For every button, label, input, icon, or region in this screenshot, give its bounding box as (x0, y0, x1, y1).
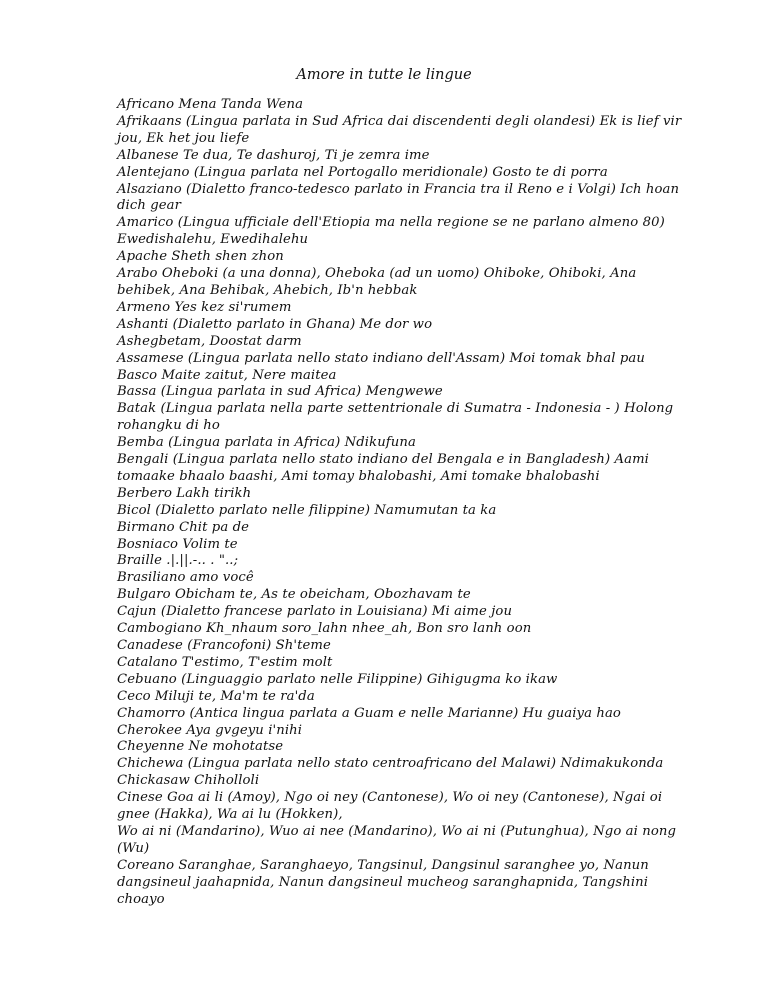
list-item: Cinese Goa ai li (Amoy), Ngo oi ney (Cantonese), Wo oi ney (Cantonese), Ngai oi gnee (Hakka), Wa ai lu (Hokken), (117, 790, 663, 823)
list-item: Cajun (Dialetto francese parlato in Louisiana) Mi aime jou (117, 604, 513, 620)
list-item: Ashegbetam, Doostat darm (117, 333, 302, 349)
list-item: Apache Sheth shen zhon (117, 249, 284, 265)
list-item: Basco Maite zaitut, Nere maitea (117, 367, 337, 383)
list-item: Albanese Te dua, Te dashuroj, Ti je zemra ime (117, 147, 430, 163)
list-item: Wo ai ni (Mandarino), Wuo ai nee (Mandarino), Wo ai ni (Putunghua), Ngo ai nong (Wu) (117, 823, 676, 856)
list-item: Bulgaro Obicham te, As te obeicham, Obozhavam te (117, 587, 471, 603)
list-item: Berbero Lakh tirikh (117, 485, 252, 501)
list-item: Catalano T'estimo, T'estim molt (117, 654, 333, 670)
list-item: Batak (Lingua parlata nella parte settentrionale di Sumatra - Indonesia - ) Holong rohangku di ho (117, 401, 674, 434)
list-item: Chickasaw Chiholloli (117, 773, 260, 789)
list-item: Cambogiano Kh_nhaum soro_lahn nhee_ah, Bon sro lanh oon (117, 621, 532, 637)
list-item: Cherokee Aya gvgeyu i'nihi (117, 722, 303, 738)
list-item: Bicol (Dialetto parlato nelle filippine) Namumutan ta ka (117, 502, 497, 518)
list-item: Birmano Chit pa de (117, 519, 250, 535)
list-item: Cebuano (Linguaggio parlato nelle Filippine) Gihigugma ko ikaw (117, 671, 558, 687)
list-item: Alsaziano (Dialetto franco-tedesco parlato in Francia tra il Reno e i Volgi) Ich hoan dich gear (117, 181, 680, 214)
list-item: Ashanti (Dialetto parlato in Ghana) Me dor wo (117, 316, 433, 332)
list-item: Coreano Saranghae, Saranghaeyo, Tangsinul, Dangsinul saranghee yo, Nanun dangsineul jaahapnida, Nanun dangsineul mucheog saranghapnida, Tangshini choayo (117, 857, 649, 907)
list-item: Armeno Yes kez si'rumem (117, 299, 292, 315)
list-item: Alentejano (Lingua parlata nel Portogallo meridionale) Gosto te di porra (117, 164, 608, 180)
list-item: Ceco Miluji te, Ma'm te ra'da (117, 688, 315, 704)
list-item: Africano Mena Tanda Wena (117, 97, 304, 112)
list-item: Bosniaco Volim te (117, 536, 238, 552)
list-item: Assamese (Lingua parlata nello stato indiano dell'Assam) Moi tomak bhal pau (117, 350, 645, 366)
list-item: Amarico (Lingua ufficiale dell'Etiopia ma nella regione se ne parlano almeno 80) Ewedishalehu, Ewedihalehu (117, 215, 665, 248)
list-item: Bassa (Lingua parlata in sud Africa) Mengwewe (117, 384, 443, 400)
list-item: Cheyenne Ne mohotatse (117, 739, 284, 755)
list-item: Brasiliano amo você (117, 570, 254, 586)
page-title: Amore in tutte le lingue (296, 67, 472, 83)
list-item: Chamorro (Antica lingua parlata a Guam e nelle Marianne) Hu guaiya hao (117, 705, 621, 721)
entries-list (117, 97, 695, 909)
list-item: Bemba (Lingua parlata in Africa) Ndikufuna (117, 435, 416, 451)
list-item: Braille .|.||.-.. . "..; (117, 553, 239, 569)
list-item: Chichewa (Lingua parlata nello stato centroafricano del Malawi) Ndimakukonda (117, 756, 664, 772)
list-item: Bengali (Lingua parlata nello stato indiano del Bengala e in Bangladesh) Aami tomaake bhaalo baashi, Ami tomay bhalobashi, Ami tomake bhalobashi (117, 452, 649, 484)
list-item: Afrikaans (Lingua parlata in Sud Africa dai discendenti degli olandesi) Ek is lief vir jou, Ek het jou liefe (117, 113, 682, 146)
list-item: Arabo Oheboki (a una donna), Ohebokа (ad un uomo) Ohiboke, Ohiboki, Ana behibek, Ana Behibak, Ahebich, Ib'n hebbak (117, 266, 637, 298)
list-item: Canadese (Francofoni) Sh'teme (117, 638, 331, 653)
